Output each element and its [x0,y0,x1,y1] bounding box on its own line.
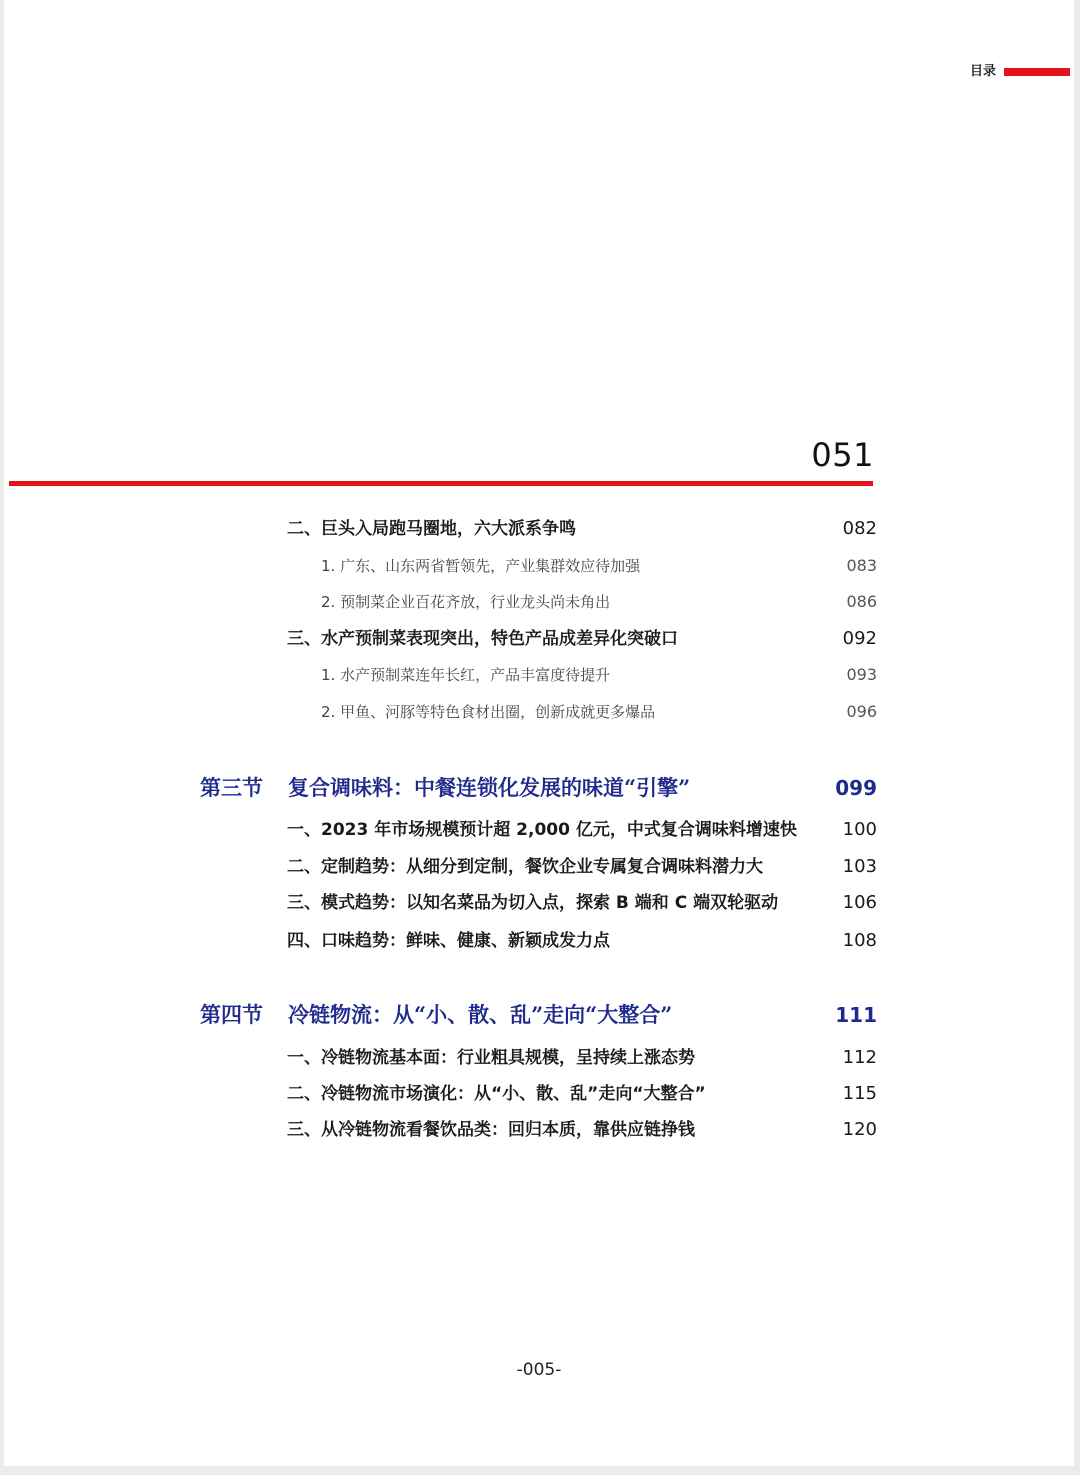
toc-entry-page: 092 [842,628,877,649]
footer-page-number: -005- [516,1360,562,1380]
toc-subentry[interactable] [287,699,877,725]
toc-subentry-page: 083 [846,556,877,575]
toc-subentry-page: 096 [846,702,877,721]
toc-subentry-page: 093 [846,665,877,684]
toc-section-heading[interactable] [200,998,877,1032]
toc-subentry-label: 1. 广东、山东两省暂领先，产业集群效应待加强 [321,557,641,575]
toc-subentry[interactable] [287,553,877,579]
toc-entry[interactable] [287,516,877,542]
toc-section-heading[interactable] [200,771,877,805]
toc-entry-page: 112 [842,1047,877,1068]
toc-entry-label: 一、2023 年市场规模预计超 2,000 亿元，中式复合调味料增速快 [287,820,797,840]
toc-entry[interactable] [287,817,877,843]
toc-subentry[interactable] [287,589,877,615]
section-title: 冷链物流：从“小、散、乱”走向“大整合” [288,1002,673,1027]
section-number: 第四节 [200,1002,263,1027]
toc-entry-label: 四、口味趋势：鲜味、健康、新颖成发力点 [287,931,610,951]
toc-entry-page: 082 [842,518,877,539]
toc-entry[interactable] [287,1081,877,1107]
toc-entry[interactable] [287,1117,877,1143]
toc-entry[interactable] [287,1045,877,1071]
section-number: 第三节 [200,775,263,800]
section-title: 复合调味料：中餐连锁化发展的味道“引擎” [288,775,691,800]
toc-entry-label: 三、水产预制菜表现突出，特色产品成差异化突破口 [287,629,678,649]
toc-entry-page: 108 [842,930,877,951]
header-red-bar [1004,68,1070,76]
toc-entry[interactable] [287,928,877,954]
toc-entry-label: 二、定制趋势：从细分到定制，餐饮企业专属复合调味料潜力大 [287,857,763,877]
chapter-red-rule [9,481,873,486]
toc-entry-page: 103 [842,856,877,877]
toc-entry[interactable] [287,626,877,652]
toc-subentry[interactable] [287,662,877,688]
toc-page [4,0,1074,1466]
toc-subentry-label: 2. 甲鱼、河豚等特色食材出圈，创新成就更多爆品 [321,703,656,721]
toc-subentry-label: 2. 预制菜企业百花齐放，行业龙头尚未角出 [321,593,611,611]
toc-entry-page: 106 [842,892,877,913]
toc-entry-page: 115 [842,1083,877,1104]
chapter-page-number: 051 [811,436,874,474]
section-page: 111 [835,1003,877,1027]
toc-entry[interactable] [287,854,877,880]
toc-entry-page: 100 [842,819,877,840]
header-label: 目录 [970,64,997,79]
toc-entry[interactable] [287,890,877,916]
toc-subentry-page: 086 [846,592,877,611]
toc-subentry-label: 1. 水产预制菜连年长红，产品丰富度待提升 [321,666,611,684]
toc-entry-page: 120 [842,1119,877,1140]
toc-entry-label: 三、模式趋势：以知名菜品为切入点，探索 B 端和 C 端双轮驱动 [287,893,779,913]
section-page: 099 [835,776,877,800]
toc-entry-label: 一、冷链物流基本面：行业粗具规模，呈持续上涨态势 [287,1048,695,1068]
toc-entry-label: 二、巨头入局跑马圈地，六大派系争鸣 [287,519,576,539]
toc-entry-label: 三、从冷链物流看餐饮品类：回归本质，靠供应链挣钱 [287,1120,695,1140]
toc-entry-label: 二、冷链物流市场演化：从“小、散、乱”走向“大整合” [287,1084,706,1104]
